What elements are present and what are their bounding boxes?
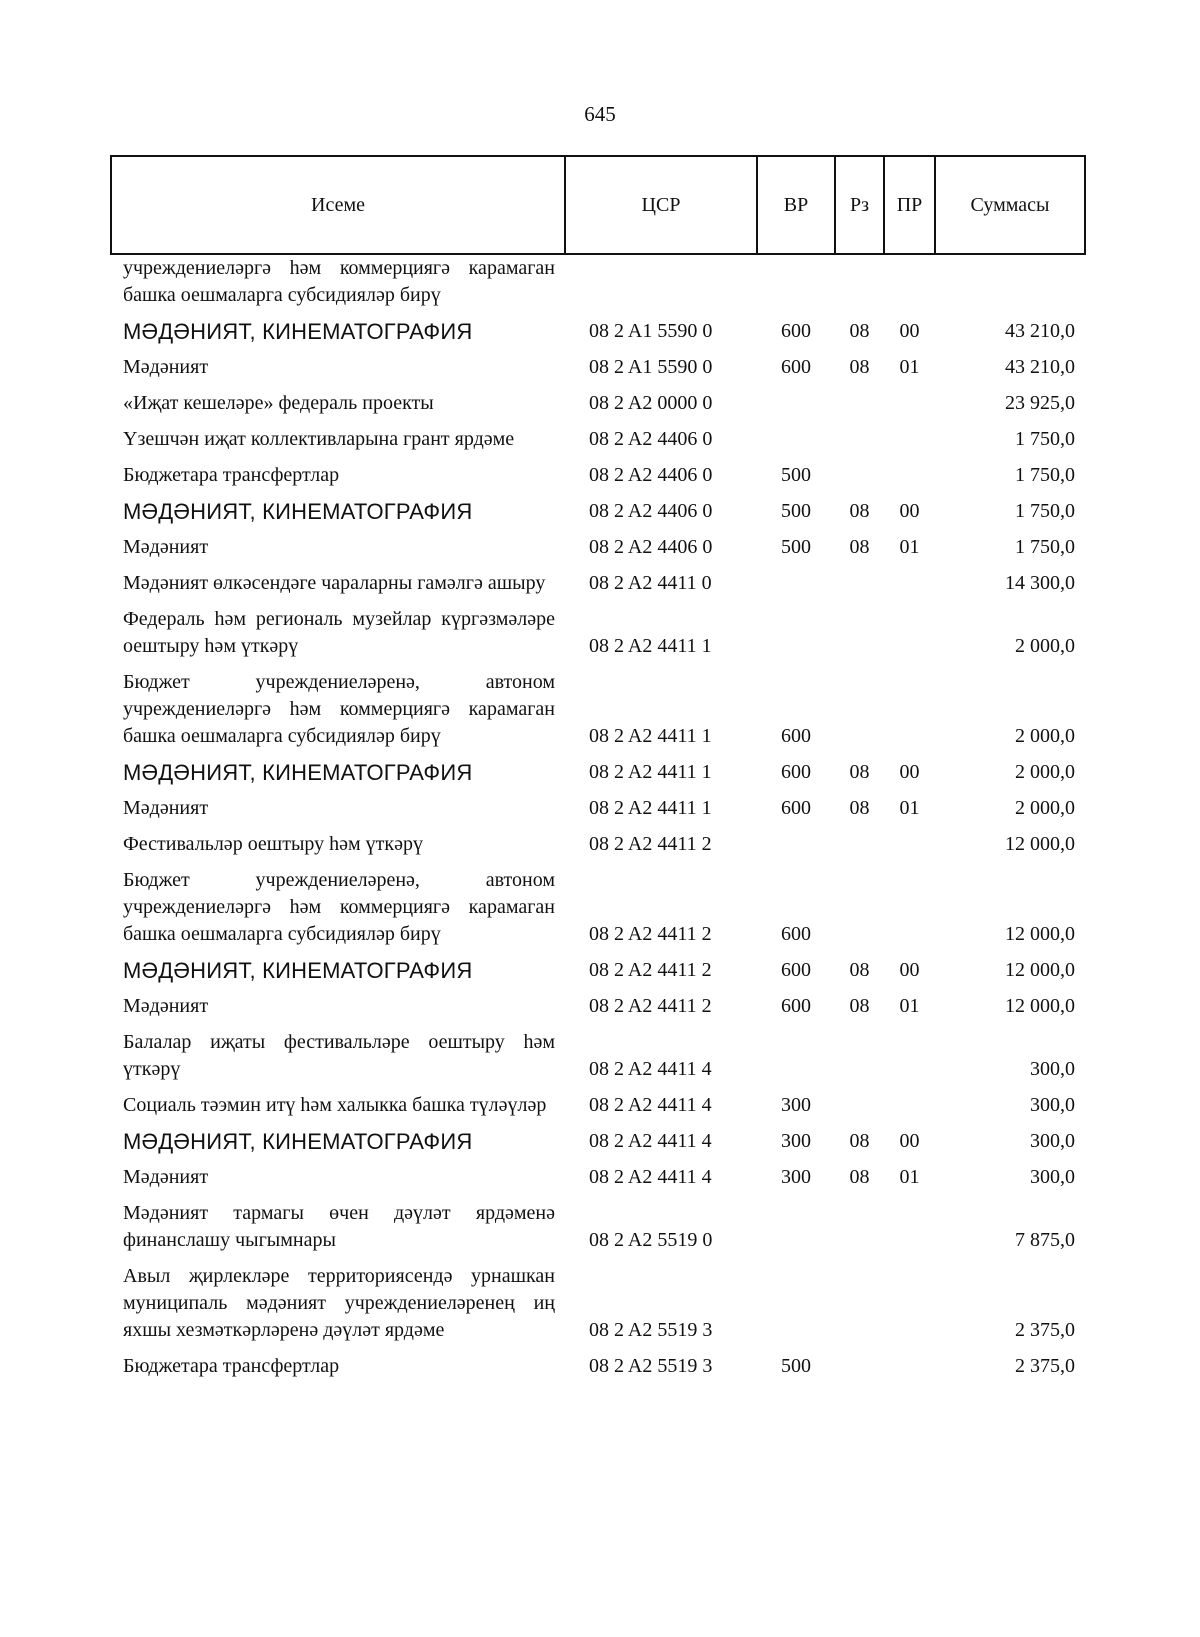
cell-rz: 08 <box>849 1130 870 1152</box>
cell-vr: 300 <box>781 1166 811 1188</box>
cell-name: МӘДӘНИЯТ, КИНЕМАТОГРАФИЯ <box>123 1129 473 1154</box>
table-row <box>111 603 1085 666</box>
cell-vr: 600 <box>781 923 811 945</box>
cell-name: МӘДӘНИЯТ, КИНЕМАТОГРАФИЯ <box>123 319 473 344</box>
cell-name: Бюджетара трансфертлар <box>123 1355 340 1377</box>
cell-name: Мәдәният <box>123 995 209 1017</box>
cell-csr: 08 2 A2 4411 0 <box>589 572 712 594</box>
header-pr: ПР <box>884 156 935 254</box>
cell-name: МӘДӘНИЯТ, КИНЕМАТОГРАФИЯ <box>123 499 473 524</box>
cell-rz: 08 <box>849 1166 870 1188</box>
cell-rz <box>835 603 884 666</box>
cell-pr <box>884 666 935 756</box>
cell-pr <box>884 1350 935 1386</box>
cell-csr: 08 2 A2 4411 4 <box>589 1166 712 1188</box>
cell-vr: 500 <box>781 500 811 522</box>
cell-pr: 01 <box>899 797 920 819</box>
cell-vr: 300 <box>781 1130 811 1152</box>
cell-rz <box>835 666 884 756</box>
cell-csr: 08 2 A2 4406 0 <box>589 536 713 558</box>
cell-vr: 600 <box>781 761 811 783</box>
cell-vr <box>757 1197 835 1260</box>
cell-rz: 08 <box>849 797 870 819</box>
cell-rz <box>835 387 884 423</box>
table-row <box>111 990 1085 1026</box>
cell-pr <box>884 603 935 666</box>
cell-pr <box>884 459 935 495</box>
table-row <box>111 1350 1085 1386</box>
table-row <box>111 423 1085 459</box>
cell-csr: 08 2 A2 4411 1 <box>589 797 712 819</box>
cell-rz <box>835 567 884 603</box>
cell-pr: 01 <box>899 995 920 1017</box>
table-row <box>111 954 1085 990</box>
table-row <box>111 864 1085 954</box>
cell-vr <box>757 387 835 423</box>
cell-vr: 500 <box>781 536 811 558</box>
cell-name: Социаль тәэмин итү һәм халыкка башка түләүләр <box>123 1094 547 1116</box>
header-rz: Рз <box>835 156 884 254</box>
header-vr: ВР <box>757 156 835 254</box>
cell-csr: 08 2 A2 5519 3 <box>589 1355 713 1377</box>
cell-sum: 300,0 <box>1030 1094 1075 1116</box>
table-row <box>111 828 1085 864</box>
cell-csr: 08 2 A2 0000 0 <box>589 392 713 414</box>
cell-rz <box>835 423 884 459</box>
cell-rz <box>835 254 884 315</box>
cell-csr: 08 2 A2 4411 1 <box>589 725 712 747</box>
cell-rz: 08 <box>849 959 870 981</box>
cell-sum: 2 000,0 <box>1015 797 1075 819</box>
table-row <box>111 1026 1085 1089</box>
table-row <box>111 315 1085 351</box>
cell-vr <box>757 254 835 315</box>
cell-rz <box>835 1260 884 1350</box>
cell-vr <box>757 423 835 459</box>
table-row <box>111 351 1085 387</box>
cell-name: учреждениеләргә һәм коммерциягә карамаган башка оешмаларга субсидияләр бирү <box>123 257 555 306</box>
cell-rz <box>835 828 884 864</box>
cell-csr: 08 2 A2 4411 4 <box>589 1058 712 1080</box>
cell-pr <box>884 864 935 954</box>
cell-pr <box>884 828 935 864</box>
cell-csr: 08 2 A2 4406 0 <box>589 464 713 486</box>
cell-rz <box>835 459 884 495</box>
cell-sum: 300,0 <box>1030 1130 1075 1152</box>
cell-sum: 7 875,0 <box>1015 1229 1075 1251</box>
cell-csr: 08 2 A2 4411 1 <box>589 761 712 783</box>
cell-rz <box>835 1089 884 1125</box>
cell-pr <box>884 567 935 603</box>
header-sum: Суммасы <box>935 156 1085 254</box>
cell-csr: 08 2 A2 5519 0 <box>589 1229 713 1251</box>
table-row <box>111 531 1085 567</box>
cell-pr <box>884 254 935 315</box>
table-row <box>111 756 1085 792</box>
cell-sum: 2 000,0 <box>1015 761 1075 783</box>
cell-csr: 08 2 A2 4411 1 <box>589 635 712 657</box>
cell-pr <box>884 423 935 459</box>
cell-csr: 08 2 A1 5590 0 <box>589 320 713 342</box>
cell-vr: 600 <box>781 320 811 342</box>
cell-vr: 300 <box>781 1094 811 1116</box>
cell-rz <box>835 1026 884 1089</box>
cell-rz: 08 <box>849 500 870 522</box>
table-row <box>111 1161 1085 1197</box>
table-row <box>111 666 1085 756</box>
table-row <box>111 1260 1085 1350</box>
cell-name: МӘДӘНИЯТ, КИНЕМАТОГРАФИЯ <box>123 760 473 785</box>
cell-pr: 00 <box>899 1130 920 1152</box>
table-row <box>111 1125 1085 1161</box>
table-body <box>111 254 1085 1386</box>
cell-sum: 1 750,0 <box>1015 536 1075 558</box>
cell-csr: 08 2 A2 5519 3 <box>589 1319 713 1341</box>
cell-vr: 600 <box>781 995 811 1017</box>
cell-vr: 600 <box>781 959 811 981</box>
table-row <box>111 254 1085 315</box>
table-row <box>111 1197 1085 1260</box>
cell-vr: 600 <box>781 797 811 819</box>
cell-sum: 43 210,0 <box>1005 320 1075 342</box>
cell-vr <box>757 1026 835 1089</box>
cell-sum: 2 000,0 <box>1015 725 1075 747</box>
cell-sum: 12 000,0 <box>1005 833 1075 855</box>
cell-csr: 08 2 A2 4406 0 <box>589 500 713 522</box>
cell-csr: 08 2 A2 4406 0 <box>589 428 713 450</box>
cell-sum: 23 925,0 <box>1005 392 1075 414</box>
cell-rz: 08 <box>849 761 870 783</box>
cell-name: Бюджет учреждениеләренә, автоном учреждениеләргә һәм коммерциягә карамаган башка оешмаларга субсидияләр бирү <box>123 671 555 747</box>
cell-vr: 500 <box>781 1355 811 1377</box>
cell-pr: 00 <box>899 959 920 981</box>
cell-pr <box>884 1197 935 1260</box>
cell-sum: 300,0 <box>1030 1058 1075 1080</box>
cell-rz <box>835 864 884 954</box>
table-header <box>111 156 1085 254</box>
cell-sum: 2 375,0 <box>1015 1355 1075 1377</box>
cell-name: Балалар иҗаты фестивальләре оештыру һәм үткәрү <box>123 1031 555 1080</box>
cell-vr: 600 <box>781 356 811 378</box>
table-row <box>111 567 1085 603</box>
cell-name: Мәдәният <box>123 797 209 819</box>
cell-sum: 2 000,0 <box>1015 635 1075 657</box>
cell-csr: 08 2 A2 4411 4 <box>589 1130 712 1152</box>
cell-name: Үзешчән иҗат коллективларына грант ярдәме <box>123 428 515 450</box>
cell-name: Бюджет учреждениеләренә, автоном учреждениеләргә һәм коммерциягә карамаган башка оешмаларга субсидияләр бирү <box>123 869 555 945</box>
cell-csr: 08 2 A1 5590 0 <box>589 356 713 378</box>
cell-name: Мәдәният <box>123 536 209 558</box>
cell-sum: 12 000,0 <box>1005 959 1075 981</box>
table-row <box>111 495 1085 531</box>
cell-vr <box>757 1260 835 1350</box>
cell-sum <box>935 254 1085 315</box>
cell-sum: 12 000,0 <box>1005 923 1075 945</box>
cell-rz: 08 <box>849 536 870 558</box>
cell-name: Бюджетара трансфертлар <box>123 464 340 486</box>
cell-csr: 08 2 A2 4411 2 <box>589 833 712 855</box>
cell-pr <box>884 1260 935 1350</box>
cell-pr: 00 <box>899 320 920 342</box>
cell-csr <box>565 254 757 315</box>
cell-vr <box>757 567 835 603</box>
cell-pr: 01 <box>899 1166 920 1188</box>
cell-csr: 08 2 A2 4411 4 <box>589 1094 712 1116</box>
cell-sum: 1 750,0 <box>1015 500 1075 522</box>
cell-pr <box>884 1089 935 1125</box>
cell-name: Авыл җирлекләре территориясендә урнашкан муниципаль мәдәният учреждениеләренең иң яхшы хезмәткәрләренә дәүләт ярдәме <box>123 1265 555 1341</box>
cell-sum: 43 210,0 <box>1005 356 1075 378</box>
table-row <box>111 792 1085 828</box>
cell-vr: 500 <box>781 464 811 486</box>
cell-name: «Иҗат кешеләре» федераль проекты <box>123 392 434 414</box>
cell-rz: 08 <box>849 320 870 342</box>
cell-name: Мәдәният өлкәсендәге чараларны гамәлгә ашыру <box>123 572 546 594</box>
cell-csr: 08 2 A2 4411 2 <box>589 959 712 981</box>
cell-rz <box>835 1350 884 1386</box>
cell-sum: 1 750,0 <box>1015 464 1075 486</box>
cell-rz: 08 <box>849 995 870 1017</box>
table-row <box>111 387 1085 423</box>
cell-pr: 00 <box>899 761 920 783</box>
cell-csr: 08 2 A2 4411 2 <box>589 923 712 945</box>
cell-pr: 00 <box>899 500 920 522</box>
cell-vr <box>757 828 835 864</box>
cell-sum: 2 375,0 <box>1015 1319 1075 1341</box>
cell-pr <box>884 1026 935 1089</box>
budget-table <box>110 155 1086 1386</box>
cell-name: Мәдәният тармагы өчен дәүләт ярдәменә финанслашу чыгымнары <box>123 1202 555 1251</box>
cell-name: МӘДӘНИЯТ, КИНЕМАТОГРАФИЯ <box>123 958 473 983</box>
cell-sum: 300,0 <box>1030 1166 1075 1188</box>
cell-vr: 600 <box>781 725 811 747</box>
cell-sum: 14 300,0 <box>1005 572 1075 594</box>
cell-pr <box>884 387 935 423</box>
cell-pr: 01 <box>899 356 920 378</box>
table-row <box>111 1089 1085 1125</box>
table-row <box>111 459 1085 495</box>
cell-csr: 08 2 A2 4411 2 <box>589 995 712 1017</box>
cell-name: Мәдәният <box>123 356 209 378</box>
cell-name: Фестивальләр оештыру һәм үткәрү <box>123 833 423 855</box>
header-csr: ЦСР <box>565 156 757 254</box>
cell-rz <box>835 1197 884 1260</box>
cell-pr: 01 <box>899 536 920 558</box>
header-name: Исеме <box>111 156 565 254</box>
cell-vr <box>757 603 835 666</box>
cell-name: Федераль һәм региональ музейлар күргәзмәләре оештыру һәм үткәрү <box>123 608 555 657</box>
cell-sum: 12 000,0 <box>1005 995 1075 1017</box>
cell-name: Мәдәният <box>123 1166 209 1188</box>
cell-rz: 08 <box>849 356 870 378</box>
page-number: 645 <box>584 102 616 126</box>
cell-sum: 1 750,0 <box>1015 428 1075 450</box>
